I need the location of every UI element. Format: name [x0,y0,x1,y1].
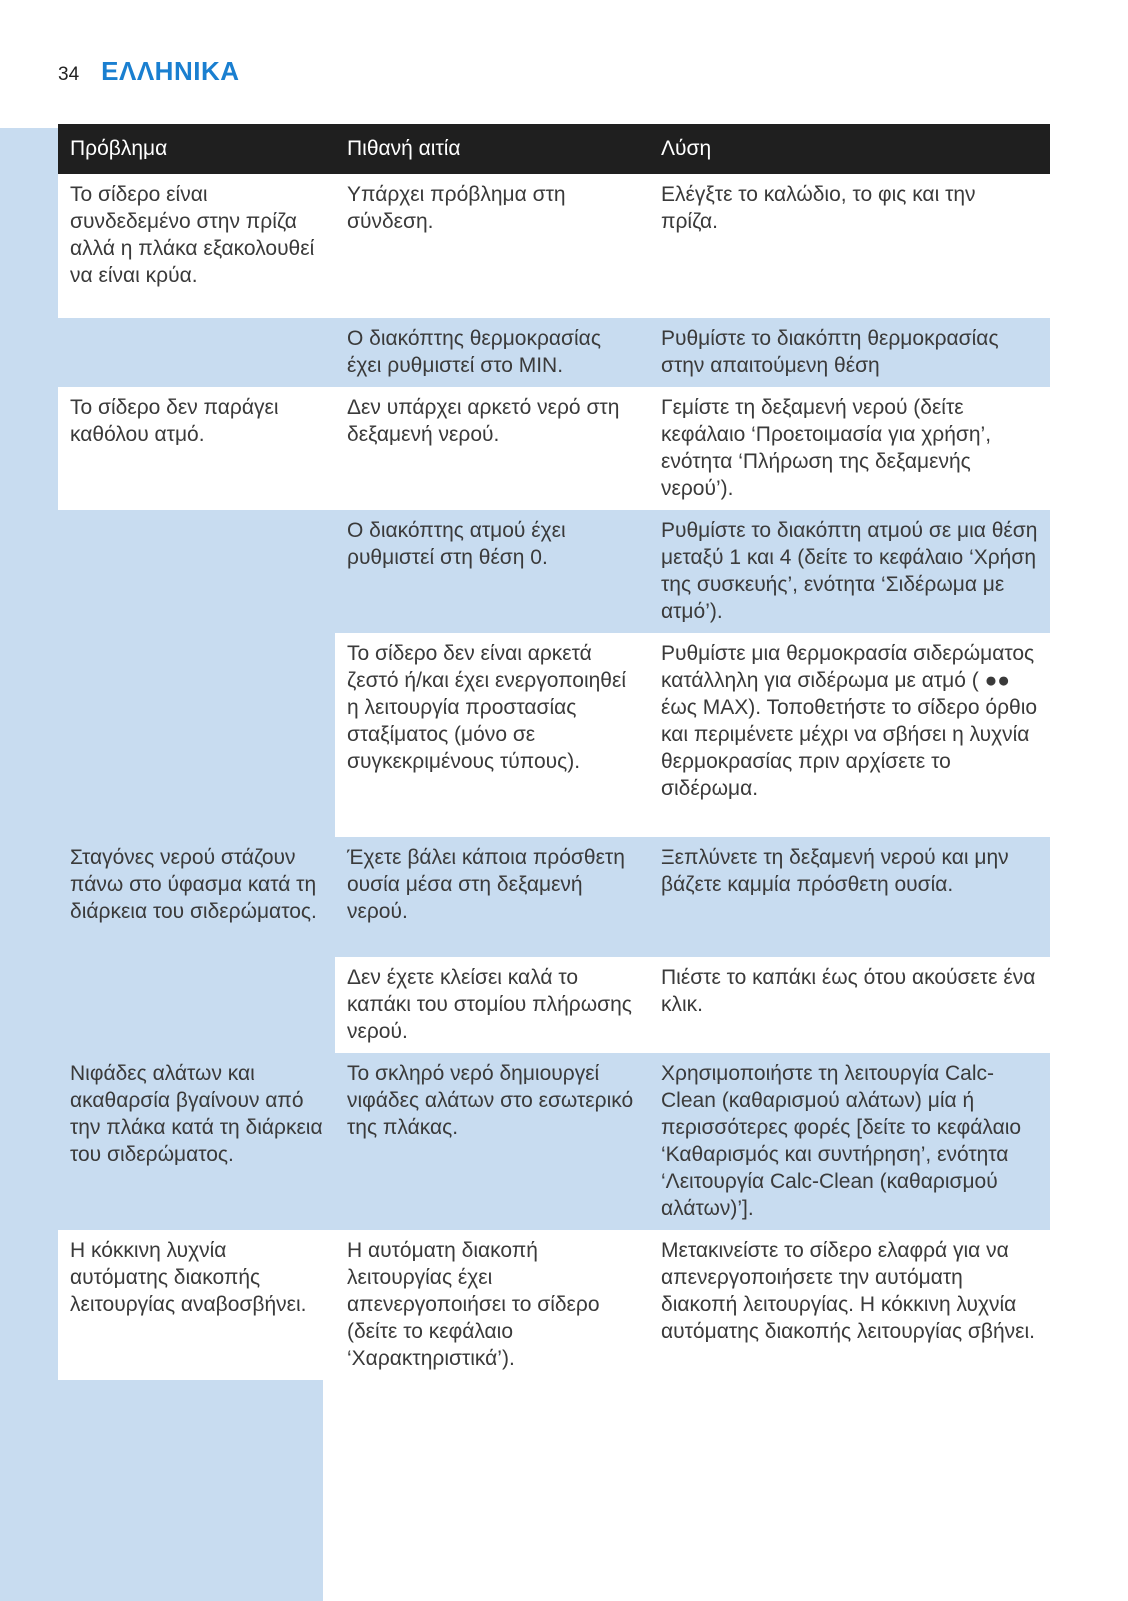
solution-cell: Γεμίστε τη δεξαμενή νερού (δείτε κεφάλαιο ‘Προετοιμασία για χρήση’, ενότητα ‘Πλήρωση της δεξαμενής νερού’). [649,387,1050,510]
solution-cell: Πιέστε το καπάκι έως ότου ακούσετε ένα κλικ. [649,957,1050,1053]
table-row [58,633,1050,837]
table-row [58,387,1050,510]
problem-cell: Η κόκκινη λυχνία αυτόματης διακοπής λειτουργίας αναβοσβήνει. [58,1230,335,1380]
problem-cell [58,510,335,633]
cause-cell: Το σκληρό νερό δημιουργεί νιφάδες αλάτων στο εσωτερικό της πλάκας. [335,1053,649,1230]
table-row [58,1230,1050,1380]
column-header-solution: Λύση [649,124,1050,174]
cause-cell: Το σίδερο δεν είναι αρκετά ζεστό ή/και έχει ενεργοποιηθεί η λειτουργία προστασίας σταξίματος (μόνο σε συγκεκριμένους τύπους). [335,633,649,837]
table-row [58,1053,1050,1230]
problem-cell [58,633,335,837]
page-header [58,56,240,92]
solution-cell: Ρυθμίστε το διακόπτη θερμοκρασίας στην απαιτούμενη θέση [649,318,1050,387]
language-title: ΕΛΛΗΝΙΚΑ [101,56,240,86]
table-row [58,510,1050,633]
solution-cell: Μετακινείστε το σίδερο ελαφρά για να απενεργοποιήσετε την αυτόματη διακοπή λειτουργίας. Η κόκκινη λυχνία αυτόματης διακοπής λειτουργίας σβήνει. [649,1230,1050,1380]
cause-cell: Ο διακόπτης θερμοκρασίας έχει ρυθμιστεί στο MIN. [335,318,649,387]
cause-cell: Δεν έχετε κλείσει καλά το καπάκι του στομίου πλήρωσης νερού. [335,957,649,1053]
problem-cell [58,318,335,387]
table-row [58,837,1050,957]
troubleshooting-table [58,124,1050,1380]
cause-cell: Η αυτόματη διακοπή λειτουργίας έχει απενεργοποιήσει το σίδερο (δείτε το κεφάλαιο ‘Χαρακτηριστικά’). [335,1230,649,1380]
solution-cell: Χρησιμοποιήστε τη λειτουργία Calc-Clean (καθαρισμού αλάτων) μία ή περισσότερες φορές [δείτε το κεφάλαιο ‘Καθαρισμός και συντήρηση’, ενότητα ‘Λειτουργία Calc-Clean (καθαρισμού αλάτων)’]. [649,1053,1050,1230]
column-header-problem: Πρόβλημα [58,124,335,174]
table-row [58,318,1050,387]
table-header-row [58,124,1050,174]
table-row [58,957,1050,1053]
problem-cell: Νιφάδες αλάτων και ακαθαρσία βγαίνουν από την πλάκα κατά τη διάρκεια του σιδερώματος. [58,1053,335,1230]
problem-cell: Σταγόνες νερού στάζουν πάνω στο ύφασμα κατά τη διάρκεια του σιδερώματος. [58,837,335,957]
solution-cell: Ρυθμίστε μια θερμοκρασία σιδερώματος κατάλληλη για σιδέρωμα με ατμό ( ●● έως MAX). Τοποθετήστε το σίδερο όρθιο και περιμένετε μέχρι να σβήσει η λυχνία θερμοκρασίας πριν αρχίσετε το σιδέρωμα. [649,633,1050,837]
cause-cell: Έχετε βάλει κάποια πρόσθετη ουσία μέσα στη δεξαμενή νερού. [335,837,649,957]
cause-cell: Ο διακόπτης ατμού έχει ρυθμιστεί στη θέση 0. [335,510,649,633]
page-number: 34 [58,64,80,85]
solution-cell: Ρυθμίστε το διακόπτη ατμού σε μια θέση μεταξύ 1 και 4 (δείτε το κεφάλαιο ‘Χρήση της συσκευής’, ενότητα ‘Σιδέρωμα με ατμό’). [649,510,1050,633]
problem-cell: Το σίδερο είναι συνδεδεμένο στην πρίζα αλλά η πλάκα εξακολουθεί να είναι κρύα. [58,174,335,318]
solution-cell: Ξεπλύνετε τη δεξαμενή νερού και μην βάζετε καμμία πρόσθετη ουσία. [649,837,1050,957]
table-row [58,174,1050,318]
problem-cell [58,957,335,1053]
solution-cell: Ελέγξτε το καλώδιο, το φις και την πρίζα. [649,174,1050,318]
problem-cell: Το σίδερο δεν παράγει καθόλου ατμό. [58,387,335,510]
cause-cell: Υπάρχει πρόβλημα στη σύνδεση. [335,174,649,318]
cause-cell: Δεν υπάρχει αρκετό νερό στη δεξαμενή νερού. [335,387,649,510]
column-header-cause: Πιθανή αιτία [335,124,649,174]
